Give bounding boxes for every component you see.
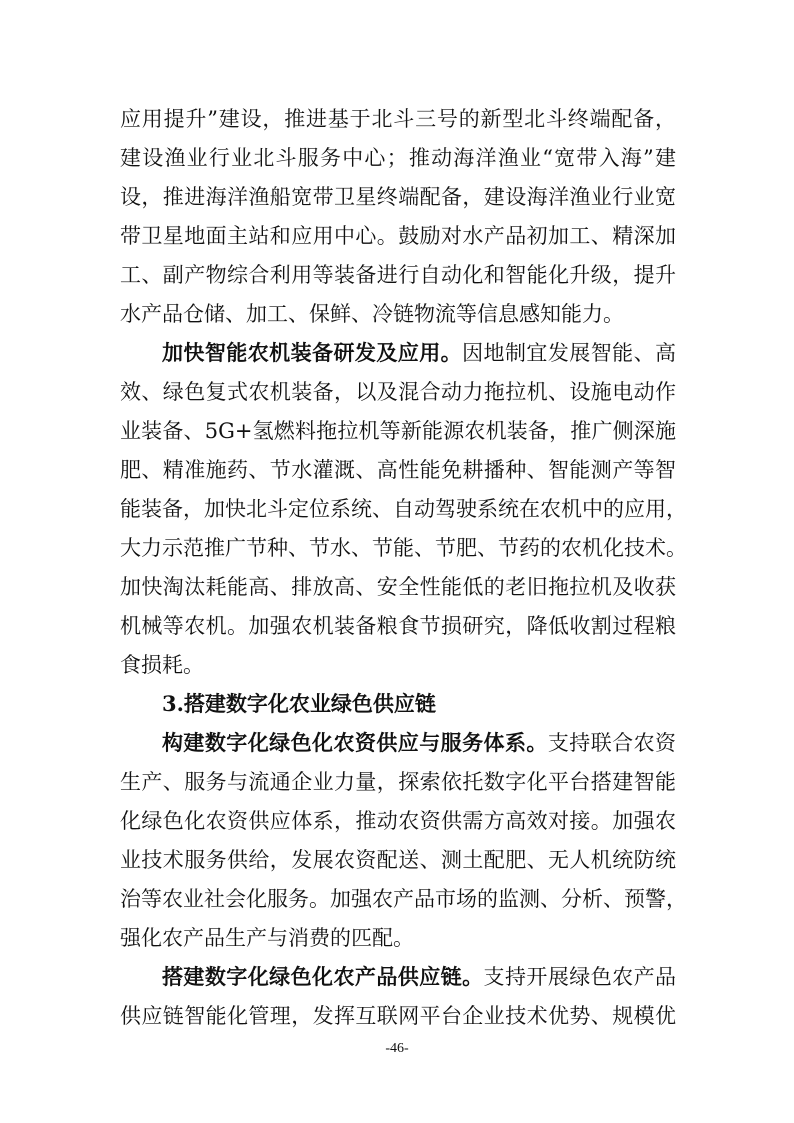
paragraph-line: 生产、服务与流通企业力量，探索依托数字化平台搭建智能	[120, 770, 676, 794]
paragraph-lead: 构建数字化绿色化农资供应与服务体系。	[162, 730, 548, 755]
paragraph-lead: 加快智能农机装备研发及应用。	[162, 340, 463, 365]
section-heading: 3.搭建数字化农业绿色供应链	[162, 691, 436, 716]
paragraph-line: 强化农产品生产与消费的匹配。	[120, 926, 414, 950]
paragraph-first-line	[162, 341, 676, 365]
paragraph-line: 治等农业社会化服务。加强农产品市场的监测、分析、预警，	[120, 887, 687, 911]
paragraph-line: 肥、精准施药、节水灌溉、高性能免耕播种、智能测产等智	[120, 458, 676, 482]
paragraph-line: 加快淘汰耗能高、排放高、安全性能低的老旧拖拉机及收获	[120, 575, 676, 599]
paragraph-first-rest: 支持开展绿色农产品	[483, 965, 677, 989]
paragraph-line: 水产品仓储、加工、保鲜、冷链物流等信息感知能力。	[120, 302, 624, 326]
paragraph-line: 带卫星地面主站和应用中心。鼓励对水产品初加工、精深加	[120, 224, 676, 248]
paragraph-line: 应用提升”建设，推进基于北斗三号的新型北斗终端配备，	[120, 107, 676, 131]
paragraph-line: 化绿色化农资供应体系，推动农资供需方高效对接。加强农	[120, 809, 676, 833]
paragraph-line: 业装备、5G+氢燃料拖拉机等新能源农机装备，推广侧深施	[120, 419, 676, 443]
paragraph-line: 设，推进海洋渔船宽带卫星终端配备，建设海洋渔业行业宽	[120, 185, 676, 209]
paragraph-line: 业技术服务供给，发展农资配送、测土配肥、无人机统防统	[120, 848, 676, 872]
page-number: -46-	[385, 1041, 409, 1056]
paragraph-line: 机械等农机。加强农机装备粮食节损研究，降低收割过程粮	[120, 614, 676, 638]
paragraph-line: 食损耗。	[120, 653, 204, 677]
paragraph-first-rest: 支持联合农资	[547, 731, 677, 755]
paragraph-first-line	[162, 731, 676, 755]
paragraph-first-rest: 因地制宜发展智能、高	[462, 341, 677, 365]
paragraph-line: 工、副产物综合利用等装备进行自动化和智能化升级，提升	[120, 263, 676, 287]
paragraph-line: 效、绿色复式农机装备，以及混合动力拖拉机、设施电动作	[120, 380, 676, 404]
paragraph-line: 大力示范推广节种、节水、节能、节肥、节药的农机化技术。	[120, 536, 687, 560]
paragraph-lead: 搭建数字化绿色化农产品供应链。	[162, 964, 484, 989]
paragraph-line: 建设渔业行业北斗服务中心；推动海洋渔业“宽带入海”建	[120, 146, 676, 170]
paragraph-line: 能装备，加快北斗定位系统、自动驾驶系统在农机中的应用，	[120, 497, 687, 521]
paragraph-line: 供应链智能化管理，发挥互联网平台企业技术优势、规模优	[120, 1004, 676, 1028]
paragraph-first-line	[162, 965, 676, 989]
